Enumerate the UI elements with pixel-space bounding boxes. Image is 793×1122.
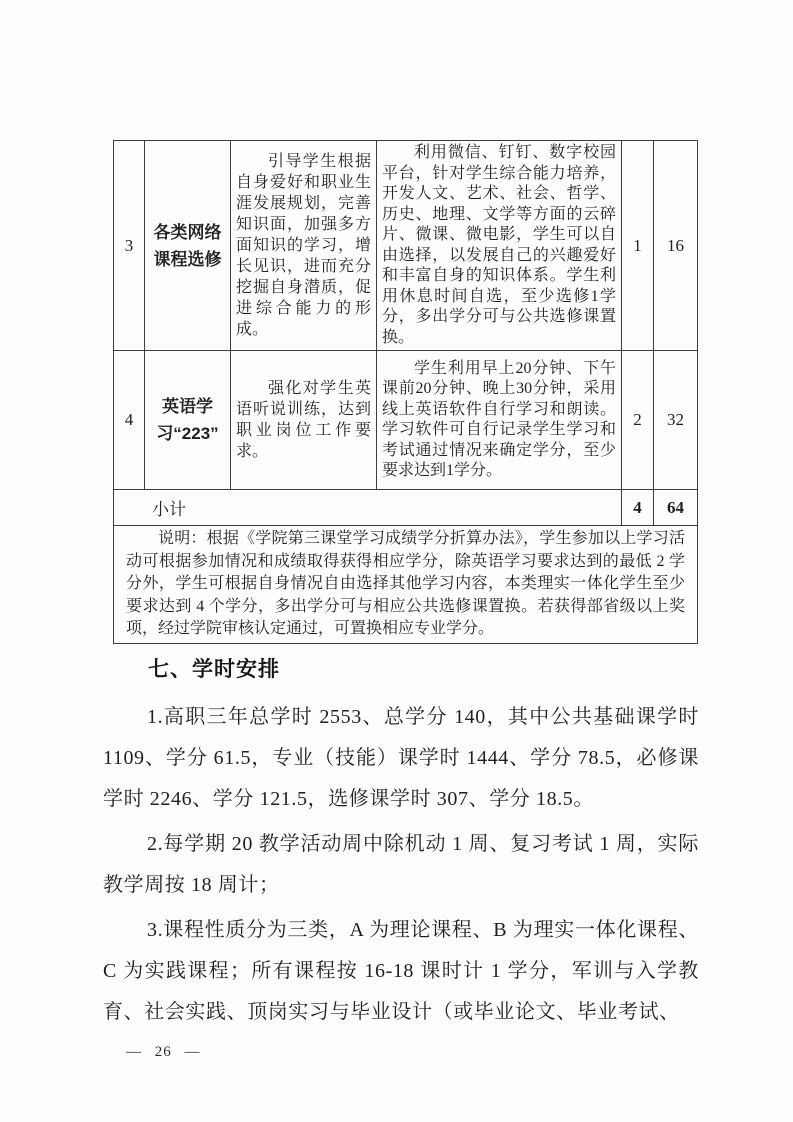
course-description: [377, 351, 622, 490]
section-heading: 七、学时安排: [148, 658, 280, 681]
page-number: — 26 —: [126, 1044, 201, 1060]
course-credits: 1: [622, 141, 654, 351]
table-row-subtotal: [114, 490, 698, 526]
course-name: 英语学习“223”: [145, 351, 231, 490]
table-note-text: 说明：根据《学院第三课堂学习成绩学分折算办法》，学生参加以上学习活动可根据参加情况和成绩取得获得相应学分，除英语学习要求达到的最低 2 学分外，学生可根据自身情况自由选择其他学习内容，本类理实一体化学生至少要求达到 4 个学分，多出学分可与相应公共选修课置换。若获得部省级以上奖项，经过学院审核认定通过，可置换相应专业学分。: [126, 530, 685, 637]
subtotal-label: 小计: [114, 490, 622, 526]
course-description: [377, 141, 622, 351]
course-objective-text: 引导学生根据自身爱好和职业生涯发展规划，完善知识面，加强多方面知识的学习，增长见识，进而充分挖掘自身潜质，促进综合能力的形成。: [236, 153, 371, 338]
row-number: 4: [114, 351, 145, 490]
course-objective: [231, 141, 377, 351]
course-name: 各类网络课程选修: [145, 141, 231, 351]
row-number: 3: [114, 141, 145, 351]
paragraph-teaching-weeks: 2.每学期 20 教学活动周中除机动 1 周、复习考试 1 周，实际教学周按 18 周计；: [103, 833, 699, 896]
table-note: [114, 526, 698, 644]
section-hours-arrangement: [103, 657, 699, 1033]
course-objective: [231, 351, 377, 490]
subtotal-hours: 64: [654, 490, 698, 526]
course-description-text: 学生利用早上20分钟、下午课前20分钟、晚上30分钟，采用线上英语软件自行学习和朗读。学习软件可自行记录学生学习和考试通过情况来确定学分，至少要求达到1学分。: [382, 359, 616, 479]
course-credits: 2: [622, 351, 654, 490]
course-hours: 32: [654, 351, 698, 490]
course-hours: 16: [654, 141, 698, 351]
paragraph-course-types: 3.课程性质分为三类，A 为理论课程、B 为理实一体化课程、C 为实践课程；所有课程按 16-18 课时计 1 学分，军训与入学教育、社会实践、顶岗实习与毕业设计（或毕业论文、毕业考试、: [103, 919, 699, 1023]
course-objective-text: 强化对学生英语听说训练，达到职业岗位工作要求。: [236, 380, 371, 460]
subtotal-credits: 4: [622, 490, 654, 526]
paragraph-total-hours: 1.高职三年总学时 2553、总学分 140，其中公共基础课学时 1109、学分 61.5，专业（技能）课学时 1444、学分 78.5，必修课学时 2246、学分 121.5，选修课学时 307、学分 18.5。: [103, 706, 699, 810]
course-description-text: 利用微信、钉钉、数字校园平台，针对学生综合能力培养，开发人文、艺术、社会、哲学、历史、地理、文学等方面的云碎片、微课、微电影，学生可以自由选择，以发展自己的兴趣爱好和丰富自身的知识体系。学生利用休息时间自选，至少选修1学分，多出学分可与公共选修课置换。: [382, 144, 616, 346]
table-row-course-4: [114, 351, 698, 490]
table-row-note: [114, 526, 698, 644]
credit-table: [113, 140, 698, 644]
table-row-course-3: [114, 141, 698, 351]
